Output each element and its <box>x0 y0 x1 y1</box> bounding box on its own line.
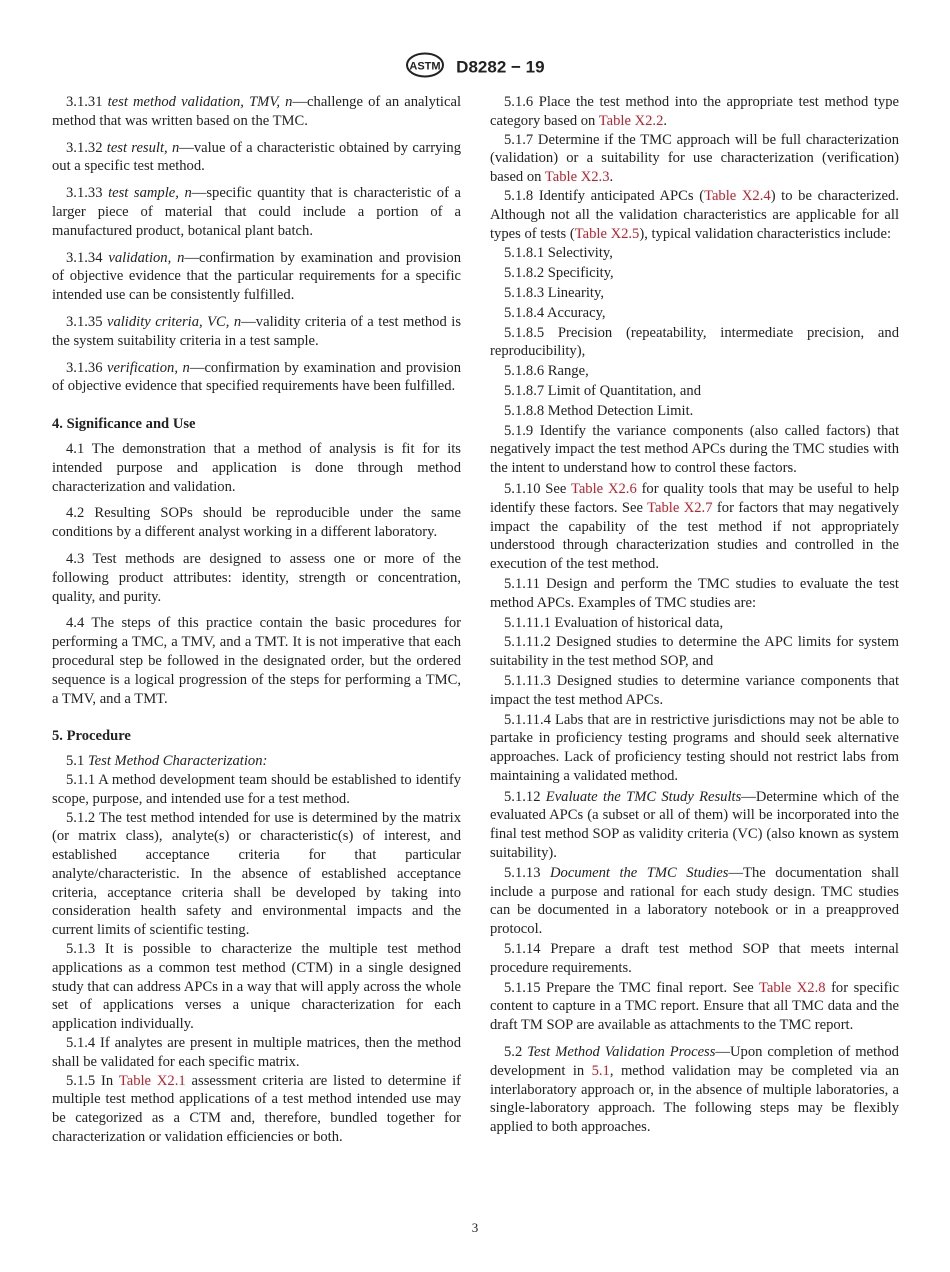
paragraph-5-1-10: 5.1.10 See Table X2.6 for quality tools that may be useful to help identify these factors. See Table X2.7 for factors that may negatively impact the capability of the test method if not appropriately understood through characterization studies and controlled in the execution of the test method. <box>490 480 899 573</box>
paragraph-5-1-15: 5.1.15 Prepare the TMC final report. See Table X2.8 for specific content to capture in a TMC report. Ensure that all TMC data and the draft TM SOP are available as attachments to the TMC report. <box>490 979 899 1034</box>
paragraph-5-1-5: 5.1.5 In Table X2.1 assessment criteria are listed to determine if multiple test method applications of a test method intended use may be categorized as a CTM and, therefore, bundled together for characterization or validation efficiencies or both. <box>52 1072 461 1146</box>
paragraph-4-1: 4.1 The demonstration that a method of analysis is fit for its intended purpose and application is done through method characterization and validation. <box>52 440 461 495</box>
table-x2-2-link[interactable]: Table X2.2 <box>598 112 664 129</box>
paragraph-5-1-14: 5.1.14 Prepare a draft test method SOP that meets internal procedure requirements. <box>490 941 899 976</box>
paragraph-5-1-9: 5.1.9 Identify the variance components (also called factors) that negatively impact the test method APCs during the TMC studies with the intent to understand how to control these factors. <box>490 422 899 477</box>
section-4-heading: 4. Significance and Use <box>52 416 196 433</box>
document-code: D8282 − 19 <box>456 57 545 77</box>
definition-3-1-31: 3.1.31 test method validation, TMV, n—challenge of an analytical method that was written based on the TMC. <box>52 94 461 129</box>
table-x2-7-link[interactable]: Table X2.7 <box>647 499 713 516</box>
definition-3-1-34: 3.1.34 validation, n—confirmation by examination and provision of objective evidence that the particular requirements for a specific intended use can be consistently fulfilled. <box>52 249 462 304</box>
definition-3-1-35: 3.1.35 validity criteria, VC, n—validity criteria of a test method is the system suitability criteria in a test sample. <box>52 313 461 349</box>
paragraph-5-1-4: 5.1.4 If analytes are present in multiple matrices, then the method shall be validated for each specific matrix. <box>52 1035 461 1070</box>
paragraph-4-3: 4.3 Test methods are designed to assess one or more of the following product attributes: identity, strength or concentration, quality, and purity. <box>52 550 461 605</box>
definition-3-1-32: 3.1.32 test result, n—value of a characteristic obtained by carrying out a specific test method. <box>52 139 461 175</box>
table-x2-5-link[interactable]: Table X2.5 <box>574 225 640 242</box>
paragraph-5-1-11-1: 5.1.11.1 Evaluation of historical data, <box>504 614 724 631</box>
paragraph-5-1-12: 5.1.12 Evaluate the TMC Study Results—Determine which of the evaluated APCs (a subset or all of them) will be incorporated into the final test method SOP as validity criteria (VC) (also known as system suitability). <box>490 788 899 862</box>
list-item: 5.1.8.3 Linearity, <box>504 284 604 301</box>
svg-text:ASTM: ASTM <box>409 60 442 73</box>
table-x2-6-link[interactable]: Table X2.6 <box>570 480 637 497</box>
paragraph-5-1-3: 5.1.3 It is possible to characterize the multiple test method applications as a common test method (CTM) in a single designed study that can address APCs in a way that will apply across the whole set of applications verses a unique characterization for each application individually. <box>52 941 461 1033</box>
paragraph-5-1-8: 5.1.8 Identify anticipated APCs (Table X2.4) to be characterized. Although not all the validation characteristics are applicable for all types of tests (Table X2.5), typical validation characteristics include: <box>490 187 899 242</box>
definition-3-1-36: 3.1.36 verification, n—confirmation by examination and provision of objective evidence that specified requirements have been fulfilled. <box>52 359 461 395</box>
table-x2-1-link[interactable]: Table X2.1 <box>118 1072 186 1089</box>
list-item: 5.1.8.5 Precision (repeatability, intermediate precision, and reproducibility), <box>490 324 899 360</box>
page-header <box>0 52 950 83</box>
paragraph-5-1-6: 5.1.6 Place the test method into the appropriate test method type category based on Table X2.2. <box>490 94 899 129</box>
section-5-heading: 5. Procedure <box>52 728 131 745</box>
paragraph-5-1-1: 5.1.1 A method development team should be established to identify scope, purpose, and intended use for a test method. <box>52 771 461 807</box>
table-x2-4-link[interactable]: Table X2.4 <box>704 187 771 204</box>
list-item: 5.1.8.1 Selectivity, <box>504 245 613 262</box>
list-item: 5.1.8.7 Limit of Quantitation, and <box>504 382 701 399</box>
table-x2-8-link[interactable]: Table X2.8 <box>759 979 826 996</box>
definition-3-1-33: 3.1.33 test sample, n—specific quantity that is characteristic of a larger piece of material that could include a portion of a manufactured product, botanical plant batch. <box>52 185 461 239</box>
paragraph-5-1-13: 5.1.13 Document the TMC Studies—The documentation shall include a purpose and rational for each study design. TMC studies can be documented in a laboratory notebook or in a preapproved protocol. <box>490 864 899 938</box>
right-column <box>490 93 899 1137</box>
paragraph-5-1-11-2: 5.1.11.2 Designed studies to determine the APC limits for system suitability in the test method SOP, and <box>490 634 899 670</box>
paragraph-4-4: 4.4 The steps of this practice contain the basic procedures for performing a TMC, a TMV, and a TMT. It is not imperative that each procedural step be followed in the designated order, but the ordered sequence is a logical progression of the steps for performing a TMC, a TMV, and a TMT. <box>52 615 461 707</box>
paragraph-4-2: 4.2 Resulting SOPs should be reproducible under the same conditions by a different analyst working in a different laboratory. <box>52 505 461 541</box>
paragraph-5-1-11-3: 5.1.11.3 Designed studies to determine variance components that impact the test method APCs. <box>490 672 899 708</box>
table-x2-3-link[interactable]: Table X2.3 <box>544 169 610 186</box>
left-column <box>52 93 461 1147</box>
paragraph-5-1-2: 5.1.2 The test method intended for use is determined by the matrix (or matrix class), analyte(s) or characteristic(s) of interest, and established acceptance criteria for that particular analyte/characteristic. In the absence of established acceptance criteria, acceptance criteria shall be developed by taking into consideration health safety and environmental impacts and the current limits of scientific testing. <box>52 809 461 939</box>
section-5-1-link[interactable]: 5.1 <box>591 1062 610 1079</box>
list-item: 5.1.8.4 Accuracy, <box>504 304 606 321</box>
list-item: 5.1.8.8 Method Detection Limit. <box>504 402 694 419</box>
paragraph-5-1-7: 5.1.7 Determine if the TMC approach will be full characterization (validation) or a suitability for use characterization (verification) based on Table X2.3. <box>490 131 899 186</box>
paragraph-5-2: 5.2 Test Method Validation Process—Upon completion of method development in 5.1, method validation may be completed via an interlaboratory approach or, in the absence of multiple laboratories, a single-laboratory approach. The following steps may be flexibly applied to both approaches. <box>490 1044 899 1136</box>
list-item: 5.1.8.2 Specificity, <box>504 265 614 282</box>
paragraph-5-1-11: 5.1.11 Design and perform the TMC studies to evaluate the test method APCs. Examples of TMC studies are: <box>490 575 899 611</box>
list-item: 5.1.8.6 Range, <box>504 363 589 380</box>
page-number: 3 <box>471 1220 479 1235</box>
astm-logo-icon <box>405 52 445 83</box>
paragraph-5-1: 5.1 Test Method Characterization: <box>66 753 268 770</box>
paragraph-5-1-11-4: 5.1.11.4 Labs that are in restrictive jurisdictions may not be able to partake in proficiency testing programs and should seek alternative approaches. Lack of proficiency testing should not restrict labs from maintaining a validated method. <box>490 711 899 784</box>
